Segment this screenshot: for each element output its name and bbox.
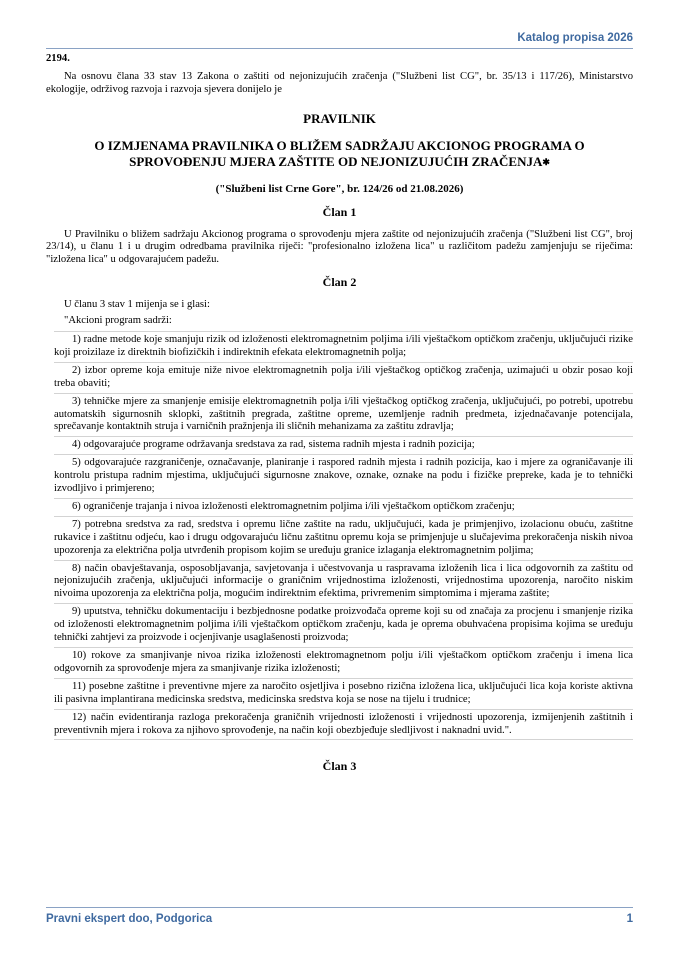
page-header <box>46 30 633 49</box>
page-footer <box>46 907 633 928</box>
list-item: 5) odgovarajuće razgraničenje, označavanje, planiranje i raspored radnih mjesta i radnih pozicija, kao i mjere za ograničavanje ili kontrolu pristupa radnim mjestima, uključujući sigurnosne znakove, oznake, oznake na podu i fizičke prepreke, kada je to tehnički izvodljivo i primjereno; <box>54 455 633 499</box>
subtitle-text: O IZMJENAMA PRAVILNIKA O BLIŽEM SADRŽAJU AKCIONOG PROGRAMA O SPROVOĐENJU MJERA ZAŠTITE OD NEJONIZUJUĆIH ZRAČENJA <box>94 137 585 170</box>
page-number: 1 <box>626 913 633 925</box>
article-2-quote-start: "Akcioni program sadrži: <box>64 315 172 327</box>
list-item: 11) posebne zaštitne i preventivne mjere za naročito osjetljiva i posebno rizična izložena lica, uključujući lica koja koriste aktivna ili pasivna implantirana medicinska sredstva, medicinska sredstva koja se nose na tijelu i trudnice; <box>54 679 633 710</box>
document-number: 2194. <box>46 53 70 64</box>
article-1-text: U Pravilniku o bližem sadržaju Akcionog programa o sprovođenju mjera zaštite od nejonizujućih zračenja ("Službeni list CG", broj 23/14), u članu 1 i u drugim odredbama pravilnika riječi: "profesionalno izložena lica" u različitom padežu zamjenjuju se riječima: "izložena lica" u odgovarajućem padežu. <box>46 228 633 266</box>
list-item: 2) izbor opreme koja emituje niže nivoe elektromagnetnih polja i/ili vještačkog optičkog zračenja, uzimajući u obzir posao koji treba obaviti; <box>54 363 633 394</box>
document-subtitle <box>46 138 633 171</box>
list-item: 8) način obavještavanja, osposobljavanja, savjetovanja i učestvovanja u raspravama izloženih lica i lica odgovornih za zaštitu od nejonizujućih zračenja, uključujući informacije o graničnim vrijednostima izloženosti, vrijednostima upozorenja, naročito niskim nivoima upozorenja za električna polja, mogućim indirektnim efektima, privremenim simptomima i mjerama zaštite; <box>54 561 633 605</box>
preamble: Na osnovu člana 33 stav 13 Zakona o zaštiti od nejonizujućih zračenja ("Službeni list CG", br. 35/13 i 117/26), Ministarstvo ekologije, održivog razvoja i razvoja sjevera donijelo je <box>46 70 633 95</box>
list-item: 9) uputstva, tehničku dokumentaciju i bezbjednosne podatke proizvođača opreme koji su od značaja za procjenu i smanjenje rizika od izloženosti elektromagnetnim poljima i/ili vještačkom optičkom zračenju, kada je oprema obuhvaćena propisima kojima se uređuju tehnički zahtjevi za proizvode i ocjenjivanje usaglašenosti proizvoda; <box>54 604 633 648</box>
list-item: 4) odgovarajuće programe održavanja sredstava za rad, sistema radnih mjesta i radnih pozicija; <box>54 437 633 455</box>
article-2-heading: Član 2 <box>322 275 357 290</box>
article-3-heading: Član 3 <box>322 759 357 774</box>
list-item: 6) ograničenje trajanja i nivoa izloženosti elektromagnetnim poljima i/ili vještačkom optičkom zračenju; <box>54 499 633 517</box>
article-1-heading: Član 1 <box>322 204 357 219</box>
action-program-list <box>54 331 633 740</box>
list-item: 12) način evidentiranja razloga prekoračenja graničnih vrijednosti izloženosti i vrijednosti upozorenja, izmijenjenih zaštitnih i preventivnih mjera i rokova za njihovo sprovođenje, na način koji obezbjeđuje sledljivost i naknadni uvid.". <box>54 710 633 741</box>
gazette-reference: ("Službeni list Crne Gore", br. 124/26 od 21.08.2026) <box>215 182 464 195</box>
footnote-star-icon: ✱ <box>542 157 550 168</box>
publisher-name: Pravni ekspert doo, Podgorica <box>46 913 213 925</box>
article-2-intro: U članu 3 stav 1 mijenja se i glasi: <box>64 299 210 311</box>
document-body <box>46 53 633 773</box>
list-item: 3) tehničke mjere za smanjenje emisije elektromagnetnih polja i/ili vještačkog optičkog zračenja, uključujući, po potrebi, upotrebu automatskih sigurnosnih sklopki, zaštitnih pregrada, zaštitne opreme, uzemljenje radnih predmeta, izjednačavanje potencijala, sprečavanje kontaktnih struja i varničnih pražnjenja ili sličnih mehanizama za zaštitu zdravlja; <box>54 394 633 438</box>
list-item: 10) rokove za smanjivanje nivoa rizika izloženosti elektromagnetnom polju i/ili vještačkom optičkom zračenju i imena lica odgovornih za sprovođenje mjera za smanjivanje rizika izloženosti; <box>54 648 633 679</box>
document-title: PRAVILNIK <box>303 110 376 126</box>
list-item: 7) potrebna sredstva za rad, sredstva i opremu lične zaštite na radu, uključujući, kada je primjenjivo, izolacionu obuću, zaštitne rukavice i zaštitnu odjeću, kao i drugu odgovarajuću ličnu zaštitnu opremu koja se primjenjuje u slučajevima prekoračenja niskih nivoa upozorenja za električna polja utvrđenih propisom kojim se uređuju granice izlaganja elektromagnetnim poljima; <box>54 517 633 561</box>
list-item: 1) radne metode koje smanjuju rizik od izloženosti elektromagnetnim poljima i/ili vještačkom optičkom zračenju, uključujući rizike koji proizilaze iz direktnih biofizičkih i indirektnih efekata elektromagnetnih polja; <box>54 332 633 363</box>
catalog-title: Katalog propisa 2026 <box>517 32 633 44</box>
